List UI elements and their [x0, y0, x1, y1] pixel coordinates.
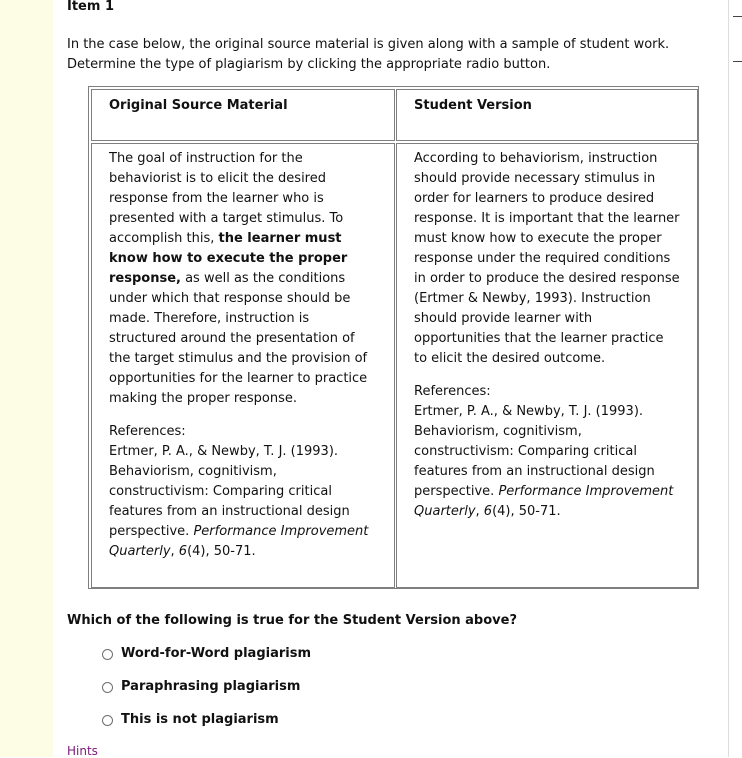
option-label[interactable]: Paraphrasing plagiarism	[121, 679, 301, 694]
student-references	[414, 382, 680, 522]
question-text: Which of the following is true for the Student Version above?	[67, 613, 517, 628]
student-ref-volume: 6	[483, 504, 493, 519]
option-label[interactable]: This is not plagiarism	[121, 712, 279, 727]
student-ref-part1: Ertmer, P. A., & Newby, T. J. (1993). Behaviorism, cognitivism, constructivism: Comparing critical features from an instructional design perspective.	[414, 404, 655, 499]
panel-divider	[733, 16, 742, 17]
original-source-text	[109, 149, 377, 409]
original-ref-end: (4), 50-71.	[187, 544, 256, 559]
student-ref-journal: Performance Improvement Quarterly	[414, 484, 674, 519]
original-references	[109, 422, 377, 562]
header-original-source: Original Source Material	[91, 89, 395, 141]
original-ref-sep: ,	[170, 544, 179, 559]
item-title: Item 1	[67, 0, 114, 14]
radio-button[interactable]	[102, 682, 113, 693]
student-version-cell	[396, 143, 698, 588]
option-label[interactable]: Word-for-Word plagiarism	[121, 646, 311, 661]
student-references-label: References:	[414, 384, 491, 399]
radio-button[interactable]	[102, 715, 113, 726]
original-source-cell	[91, 143, 395, 588]
right-edge-panel	[728, 0, 742, 757]
student-version-text: According to behaviorism, instruction should provide necessary stimulus in order for learners to produce desired response. It is important that the learner must know how to execute the proper response under the required conditions in order to produce the desired response (Ertmer & Newby, 1993). Instruction should provide learner with opportunities that the learner practice to elicit the desired outcome.	[414, 151, 680, 366]
instructions	[67, 35, 707, 75]
original-text-part2: as well as the conditions under which that response should be made. Therefore, instruction is structured around the presentation of the target stimulus and the provision of opportunities for the learner to practice making the proper response.	[109, 271, 368, 406]
original-ref-volume: 6	[178, 544, 188, 559]
item-content	[53, 0, 728, 757]
hints-link[interactable]: Hints	[67, 744, 98, 758]
original-ref-part1: Ertmer, P. A., & Newby, T. J. (1993). Behaviorism, cognitivism, constructivism: Comparing critical features from an instructional design perspective.	[109, 444, 350, 539]
panel-divider	[733, 61, 742, 62]
option-paraphrasing[interactable]	[102, 678, 300, 696]
student-ref-end: (4), 50-71.	[492, 504, 561, 519]
left-margin-strip	[0, 0, 53, 757]
case-table	[88, 86, 699, 589]
original-ref-journal: Performance Improvement Quarterly	[109, 524, 369, 559]
header-student-version: Student Version	[396, 89, 698, 141]
instructions-line-1: In the case below, the original source material is given along with a sample of student work.	[67, 37, 670, 52]
student-ref-sep: ,	[475, 504, 484, 519]
original-references-label: References:	[109, 424, 186, 439]
original-text-part1: The goal of instruction for the behaviorist is to elicit the desired response from the learner who is presented with a target stimulus. To accomplish this,	[109, 151, 344, 246]
instructions-line-2: Determine the type of plagiarism by clicking the appropriate radio button.	[67, 57, 551, 72]
option-word-for-word[interactable]	[102, 645, 311, 663]
radio-button[interactable]	[102, 649, 113, 660]
original-text-bold: the learner must know how to execute the proper response,	[109, 231, 348, 286]
option-not-plagiarism[interactable]	[102, 711, 279, 729]
